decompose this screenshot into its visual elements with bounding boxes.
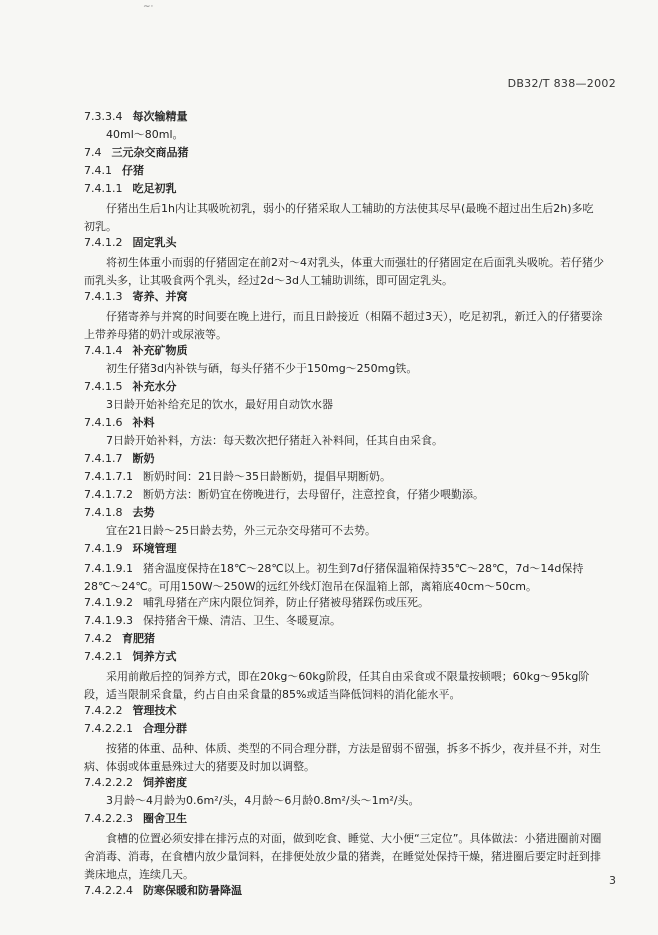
section-heading xyxy=(84,884,604,902)
section-number: 7.4.2.1 xyxy=(84,650,123,663)
section-heading xyxy=(84,164,604,182)
text-line: 初生仔猪3d内补铁与硒，每头仔猪不少于150mg～250mg铁。 xyxy=(106,362,418,375)
paragraph: 采用前敞后控的饲养方式，即在20kg～60kg阶段，任其自由采食或不限量按顿喂；60kg～95kg阶段，适当限制采食量，约占自由采食量的85%或适当降低饲料的消化能水平。 xyxy=(84,670,590,701)
section-title: 三元杂交商品猪 xyxy=(111,146,189,159)
section-number: 7.4.1.2 xyxy=(84,236,123,249)
section-title: 补料 xyxy=(132,416,155,429)
section-title: 管理技术 xyxy=(132,704,177,717)
paragraph-text: 猪舍温度保持在18℃～28℃以上。初生到7d仔猪保温箱保持35℃～28℃，7d～14d保持28℃～24℃。可用150W～250W的远红外线灯泡吊在保温箱上部，离箱底40cm～50cm。 xyxy=(84,562,584,593)
section-heading xyxy=(84,146,604,164)
section-title: 环境管理 xyxy=(132,542,177,555)
paragraph: 将初生体重小而弱的仔猪固定在前2对～4对乳头，体重大而强壮的仔猪固定在后面乳头吸吮。若仔猪少而乳头多，让其吸食两个乳头，经过2d～3d人工辅助训练，即可固定乳头。 xyxy=(84,256,604,287)
section-title: 育肥猪 xyxy=(122,632,155,645)
section-number: 7.4.2.2.2 xyxy=(84,776,133,789)
paragraph: 仔猪出生后1h内让其吸吮初乳，弱小的仔猪采取人工辅助的方法使其尽早(最晚不超过出生后2h)多吃初乳。 xyxy=(84,202,594,233)
text-line: 3日龄开始补给充足的饮水，最好用自动饮水器 xyxy=(106,398,333,411)
section-heading xyxy=(84,722,604,740)
section-heading xyxy=(84,632,604,650)
section-number: 7.4.1 xyxy=(84,164,112,177)
section-number: 7.4.2.2.3 xyxy=(84,812,133,825)
paragraph: 按猪的体重、品种、体质、类型的不同合理分群，方法是留弱不留强，拆多不拆少，夜并昼不并，对生病、体弱或体重悬殊过大的猪要及时加以调整。 xyxy=(84,742,601,773)
scan-mark: ~· xyxy=(143,2,154,12)
section-heading xyxy=(84,596,604,614)
section-heading xyxy=(84,776,604,794)
section-heading xyxy=(84,704,604,722)
section-number: 7.4.1.5 xyxy=(84,380,123,393)
section-heading xyxy=(84,290,604,308)
section-title: 断奶时间：21日龄～35日龄断奶，提倡早期断奶。 xyxy=(142,470,391,483)
section-heading xyxy=(84,614,604,632)
section-heading xyxy=(84,344,604,362)
section-title: 防寒保暖和防暑降温 xyxy=(142,884,242,897)
section-number: 7.4.1.3 xyxy=(84,290,123,303)
section-title: 固定乳头 xyxy=(132,236,177,249)
text-line: 7日龄开始补料，方法：每天数次把仔猪赶入补料间，任其自由采食。 xyxy=(106,434,443,447)
section-number: 7.4.1.7.2 xyxy=(84,488,133,501)
section-number: 7.4.2.2.4 xyxy=(84,884,133,897)
section-number: 7.4.1.9.2 xyxy=(84,596,133,609)
section-heading xyxy=(84,812,604,830)
section-heading xyxy=(84,452,604,470)
paragraph: 仔猪寄养与并窝的时间要在晚上进行，而且日龄接近（相隔不超过3天），吃足初乳，新迁入的仔猪要涂上带养母猪的奶汁或尿液等。 xyxy=(84,310,603,341)
section-title: 去势 xyxy=(132,506,155,519)
section-number: 7.4.1.9.3 xyxy=(84,614,133,627)
section-title: 饲养密度 xyxy=(142,776,187,789)
section-title: 圈舍卫生 xyxy=(142,812,187,825)
paragraph: 食槽的位置必须安排在排污点的对面，做到吃食、睡觉、大小便“三定位”。具体做法：小猪进圈前对圈舍消毒、消毒，在食槽内放少量饲料，在排便处放少量的猪粪，在睡觉处保持干燥，猪进圈后要定时赶到排粪床地点，连续几天。 xyxy=(84,832,602,881)
section-heading xyxy=(84,110,604,128)
text-line: 40ml～80ml。 xyxy=(106,128,184,141)
paragraph xyxy=(84,560,604,596)
section-heading xyxy=(84,488,604,506)
section-title: 吃足初乳 xyxy=(132,182,177,195)
text-line: 3月龄～4月龄为0.6m²/头，4月龄～6月龄0.8m²/头～1m²/头。 xyxy=(106,794,420,807)
section-number: 7.4.2.2.1 xyxy=(84,722,133,735)
section-number: 7.4.1.6 xyxy=(84,416,123,429)
section-number: 7.4.2 xyxy=(84,632,112,645)
section-number: 7.4.1.7 xyxy=(84,452,123,465)
section-title: 每次输精量 xyxy=(132,110,188,123)
section-heading xyxy=(84,542,604,560)
section-title: 保持猪舍干燥、清洁、卫生、冬暖夏凉。 xyxy=(142,614,341,627)
section-heading xyxy=(84,506,604,524)
section-title: 合理分群 xyxy=(142,722,187,735)
section-title: 寄养、并窝 xyxy=(132,290,188,303)
section-number: 7.3.3.4 xyxy=(84,110,123,123)
section-number: 7.4.1.7.1 xyxy=(84,470,133,483)
standard-code: DB32/T 838—2002 xyxy=(507,77,616,90)
page-number: 3 xyxy=(609,874,616,887)
section-heading xyxy=(84,182,604,200)
section-title: 仔猪 xyxy=(122,164,144,177)
section-number: 7.4.1.1 xyxy=(84,182,123,195)
section-heading xyxy=(84,236,604,254)
section-title: 断奶 xyxy=(132,452,155,465)
section-title: 补充矿物质 xyxy=(132,344,188,357)
section-number: 7.4.2.2 xyxy=(84,704,123,717)
section-title: 补充水分 xyxy=(132,380,177,393)
section-title: 哺乳母猪在产床内限位饲养，防止仔猪被母猪踩伤或压死。 xyxy=(142,596,429,609)
section-number: 7.4.1.8 xyxy=(84,506,123,519)
section-heading xyxy=(84,380,604,398)
section-number: 7.4.1.9 xyxy=(84,542,123,555)
section-heading xyxy=(84,650,604,668)
section-heading xyxy=(84,416,604,434)
section-number: 7.4.1.4 xyxy=(84,344,123,357)
text-line: 宜在21日龄～25日龄去势，外三元杂交母猪可不去势。 xyxy=(106,524,376,537)
section-title: 断奶方法：断奶宜在傍晚进行，去母留仔，注意控食，仔猪少喂勤添。 xyxy=(142,488,484,501)
section-heading xyxy=(84,470,604,488)
document-body xyxy=(84,110,604,902)
section-title: 饲养方式 xyxy=(132,650,177,663)
section-number: 7.4 xyxy=(84,146,102,159)
section-number: 7.4.1.9.1 xyxy=(84,562,133,575)
